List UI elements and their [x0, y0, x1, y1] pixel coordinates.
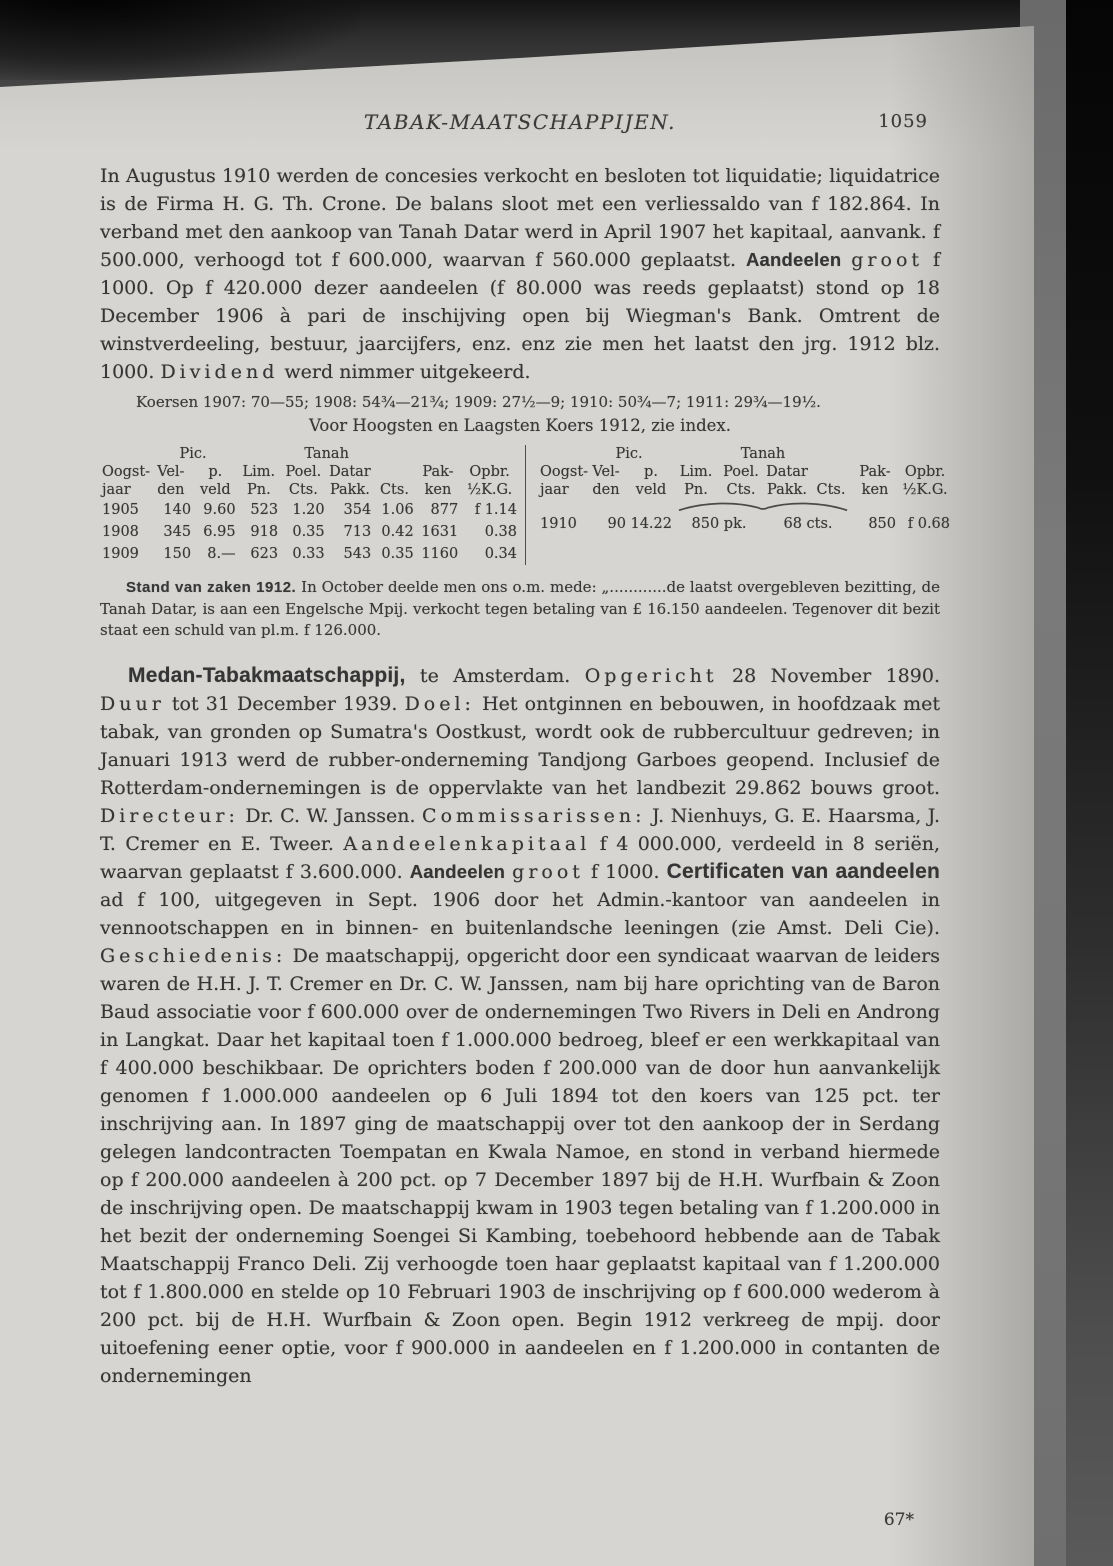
- column-header: ken: [861, 482, 889, 498]
- column-header: Datar: [329, 464, 371, 480]
- column-header: Pn.: [684, 482, 708, 498]
- cell: 68 cts.: [783, 516, 833, 532]
- harvest-table-right: [526, 445, 952, 565]
- column-header-row: [538, 481, 952, 499]
- column-header: Poel.: [285, 464, 322, 480]
- cell: 14.22: [630, 516, 672, 532]
- cell: 543: [343, 546, 372, 562]
- cell-year: 1905: [102, 502, 139, 518]
- cell: 623: [250, 546, 279, 562]
- page-header: [100, 110, 940, 136]
- cell-year: 1910: [540, 516, 577, 532]
- column-header: [810, 463, 852, 481]
- column-header: Pn.: [246, 482, 271, 498]
- cell: f 0.68: [907, 516, 951, 532]
- medan-paragraph: Medan-Tabakmaatschappij, te Amsterdam. Opgericht 28 November 1890. Duur tot 31 December 1939. Doel: Het ontginnen en bebouwen, in hoofdzaak met tabak, van gronden op Sumatra's Oostkust, wordt ook de rubbercultuur gedreven; in Januari 1913 werd de rubber-onderneming Tandjong Garboes geopend. Inclusief de Rotterdam-ondernemingen is de oppervlakte van het landbezit 29.862 bouws groot. Directeur: Dr. C. W. Janssen. Commissarissen: J. Nienhuys, G. E. Haarsma, J. T. Cremer en E. Tweer. Aandeelenkapitaal f 4 000.000, verdeeld in 8 seriën, waarvan geplaatst f 3.600.000. Aandeelen groot f 1000. Certificaten van aandeelen ad f 100, uitgegeven in Sept. 1906 door het Admin.-kantoor van aandeelen in vennootschappen en in binnen- en buitenlandsche leeningen (zie Amst. Deli Cie). Geschiedenis: De maatschappij, opgericht door een syndicaat waarvan de leiders waren de H.H. J. T. Cremer en Dr. C. W. Janssen, nam bij hare oprichting van de Baron Baud associatie voor f 600.000 over de ondernemingen Two Rivers in Deli en Androng in Langkat. Daar het kapitaal toen f 1.000.000 bedroeg, bleef er een werkkapitaal van f 400.000 beschikbaar. De oprichters boden f 200.000 van de door hun aanvankelijk genomen f 1.000.000 aandeelen op 6 Juli 1894 tot den koers van 125 pct. ter inschrijving aan. In 1897 ging de maatschappij over tot den aankoop der in Serdang gelegen landcontracten Toempatan en Kwala Namoe, en stond in verband hiermede op f 200.000 aandeelen à 200 pct. op 7 December 1897 bij de H.H. Wurfbain & Zoon de inschrijving open. De maatschappij kwam in 1903 tegen betaling van f 1.200.000 in het bezit der onderneming Soengei Si Kambing, toebehoord hebbende aan de Tabak Maatschappij Franco Deli. Zij verhoogde toen haar geplaatst kapitaal van f 1.200.000 tot f 1.800.000 en stelde op 10 Februari 1903 de inschrijving op f 600.000 wederom à 200 pct. bij de H.H. Wurfbain & Zoon open. Begin 1912 verkreeg de mpij. door uitoefening eener optie, voor f 900.000 in aandeelen en f 1.200.000 in contanten de ondernemingen: [100, 663, 940, 1387]
- column-header: Vel-: [157, 464, 185, 480]
- column-header: p.: [644, 464, 658, 480]
- overbrace-icon: [676, 500, 850, 512]
- group-header-pic: Pic.: [615, 446, 643, 462]
- column-header: ½K.G.: [467, 482, 513, 498]
- cell: 1160: [421, 546, 459, 562]
- column-header: den: [157, 482, 185, 498]
- column-header: Pak-: [422, 464, 454, 480]
- column-header: den: [592, 482, 620, 498]
- cell-year: 1908: [102, 524, 139, 540]
- cell: 0.35: [381, 546, 414, 562]
- cell: 345: [163, 524, 192, 540]
- column-header: jaar: [540, 482, 569, 498]
- signature-mark: 67*: [883, 1510, 914, 1530]
- column-header: Oogst-: [540, 464, 589, 480]
- group-header-tanah: Tanah: [740, 446, 786, 462]
- cell: 0.38: [484, 524, 517, 540]
- cell: 354: [343, 502, 372, 518]
- column-header: p.: [208, 464, 223, 480]
- cell: [100, 445, 149, 463]
- cell: 713: [343, 524, 372, 540]
- column-header: Opbr.: [904, 464, 946, 480]
- column-header: Oogst-: [102, 464, 151, 480]
- column-header: ½K.G.: [902, 482, 948, 498]
- column-header: ken: [424, 482, 452, 498]
- cell: 8.—: [207, 546, 236, 562]
- column-header: veld: [199, 482, 231, 498]
- table-row: [538, 513, 952, 535]
- cell: 9.60: [203, 502, 236, 518]
- intro-paragraph: In Augustus 1910 werden de concesies verkocht en besloten tot liquidatie; liquidatrice is de Firma H. G. Th. Crone. De balans sloot met een verliessaldo van f 182.864. In verband met den aankoop van Tanah Datar werd in April 1907 het kapitaal, aanvank. f 500.000, verhoogd tot f 600.000, waarvan f 560.000 geplaatst. Aandeelen groot f 1000. Op f 420.000 dezer aandeelen (f 80.000 was reeds geplaatst) stond op 18 December 1906 à pari de inschijving open bij Wiegman's Bank. Omtrent de winstverdeeling, bestuur, jaarcijfers, enz. enz zie men het laatst den jrg. 1912 blz. 1000. Dividend werd nimmer uitgekeerd.: [100, 165, 940, 383]
- column-header-row: [100, 481, 519, 499]
- cell: 150: [163, 546, 192, 562]
- cell: 0.34: [484, 546, 517, 562]
- harvest-table-left: [100, 445, 526, 565]
- column-header-row: [538, 463, 952, 481]
- koers-note: Voor Hoogsten en Laagsten Koers 1912, zie index.: [309, 416, 731, 435]
- page-content: [100, 0, 951, 1566]
- harvest-tables: [100, 445, 951, 565]
- column-header: Lim.: [242, 464, 276, 480]
- group-header-pic: Pic.: [179, 446, 207, 462]
- page-number: 1059: [878, 111, 928, 132]
- cell: 0.33: [292, 546, 325, 562]
- column-header: Vel-: [592, 464, 620, 480]
- running-title: TABAK-MAATSCHAPPIJEN.: [363, 110, 677, 134]
- column-header: jaar: [102, 482, 131, 498]
- cell: 918: [250, 524, 279, 540]
- column-header: veld: [635, 482, 667, 498]
- cell: 1.06: [381, 502, 414, 518]
- table-group-header-row: [538, 445, 952, 463]
- book-spine-shadow: [1066, 0, 1113, 1566]
- cell: 0.35: [292, 524, 325, 540]
- column-header: Cts.: [816, 482, 846, 498]
- cell: 6.95: [203, 524, 236, 540]
- column-header: [373, 463, 416, 481]
- cell: [538, 445, 584, 463]
- cell: [416, 445, 519, 463]
- cell: 0.42: [381, 524, 414, 540]
- column-header: Cts.: [288, 482, 318, 498]
- cell: f 1.14: [474, 502, 517, 518]
- stand-van-zaken-paragraph: Stand van zaken 1912. In October deelde men ons o.m. mede: „............de laatst overgebleven bezitting, de Tanah Datar, is aan een Engelsche Mpij. verkocht tegen betaling van £ 16.150 aandeelen. Tegenover dit bezit staat een schuld van pl.m. f 126.000.: [100, 578, 940, 639]
- cell: 850: [868, 516, 897, 532]
- group-header-tanah: Tanah: [304, 446, 349, 462]
- column-header: Pakk.: [767, 482, 807, 498]
- column-header: Datar: [766, 464, 808, 480]
- column-header-row: [100, 463, 519, 481]
- cell-year: 1909: [102, 546, 139, 562]
- cell: 1.20: [292, 502, 325, 518]
- cell: [852, 499, 952, 513]
- brace-row: [538, 499, 952, 513]
- cell: 850 pk.: [691, 516, 747, 532]
- column-header: Opbr.: [469, 464, 510, 480]
- table-group-header-row: [100, 445, 519, 463]
- column-header: Cts.: [726, 482, 756, 498]
- cell: 140: [163, 502, 192, 518]
- cell: 877: [430, 502, 459, 518]
- cell: [538, 499, 674, 513]
- column-header: Lim.: [679, 464, 713, 480]
- cell: 90: [607, 516, 626, 532]
- table-overbrace: [674, 499, 852, 513]
- column-header: Pak-: [859, 464, 891, 480]
- table-row: [100, 521, 519, 543]
- cell: [852, 445, 952, 463]
- table-row: [100, 543, 519, 565]
- column-header: Poel.: [723, 464, 759, 480]
- cell: 523: [250, 502, 279, 518]
- cell: 1631: [421, 524, 459, 540]
- column-header: Pakk.: [329, 482, 370, 498]
- koersen-line: Koersen 1907: 70—55; 1908: 54¾—21¾; 1909: 27½—9; 1910: 50¾—7; 1911: 29¾—19½.: [136, 393, 821, 411]
- table-row: [100, 499, 519, 521]
- column-header: Cts.: [379, 482, 409, 498]
